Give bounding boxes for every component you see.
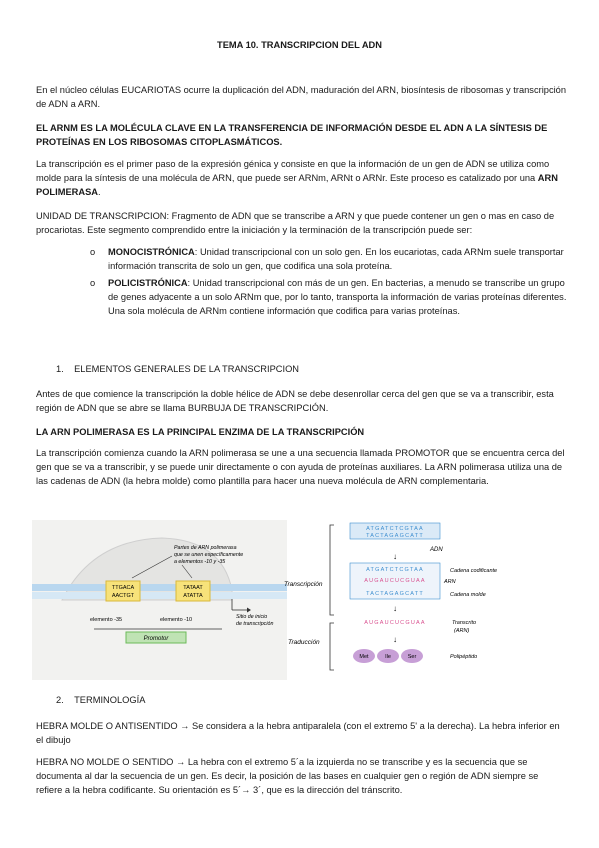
down-arrow: ↓ [393,635,397,644]
parts-label-3: a elementos -10 y -35 [174,559,226,565]
template-label: Cadena molde [450,592,486,598]
section-title: ELEMENTOS GENERALES DE LA TRANSCRIPCION [74,364,300,374]
transcript-sub: (ARN) [454,628,470,634]
term-template-strand: HEBRA MOLDE O ANTISENTIDO → Se considera a la hebra antiparalela (con el extremo 5' a la derecha). La hebra inferior en el dibujo [36,721,560,745]
dna-top-seq: ATGATCTCGTAA [366,526,424,532]
section-title: TERMINOLOGÍA [74,695,146,705]
adn-label: ADN [430,547,443,553]
box10-bottom-seq: ATATTA [183,593,203,599]
intro-paragraph: En el núcleo células EUCARIOTAS ocurre la duplicación del ADN, maduración del ARN, biosíntesis de ribosomas y transcripción de ADN a ARN. [36,85,566,109]
box10-top-seq: TATAAT [183,585,203,591]
aa-met-label: Met [359,654,369,660]
page-title: TEMA 10. TRANSCRIPCION DEL ADN [217,40,382,50]
bullet-marker: o [90,247,96,257]
dna-strand-bottom [32,592,287,599]
bubble-paragraph: Antes de que comience la transcripción la doble hélice de ADN se debe desenrollar cerca del gen que se va a transcribir, esta región de ADN que se abre se llama BURBUJA DE TRANSCRIPCIÓN. [36,389,554,413]
box35-bottom-seq: AACTGT [111,593,135,599]
template-seq: TACTAGAGCATT [366,591,424,597]
down-arrow: ↓ [393,604,397,613]
bullet-text: : Unidad transcripcional con más de un gen. En bacterias, a menudo se transcribe un grupo de genes adyacente a un solo ARNm que, por lo tanto, transporta la información de varias proteínas diferentes. Una sola molécula de ARNm contiene información que codifica para varias proteínas. [108,278,567,316]
parts-label-2: que se unen específicamente [174,552,244,558]
transcript-label: Transcrito [452,620,477,626]
translation-bracket [330,623,334,670]
bullet-monocistronic [90,245,568,273]
central-dogma-diagram [284,523,497,670]
bullet-marker: o [90,278,96,288]
promoter-paragraph: La transcripción comienza cuando la ARN polimerasa se une a una secuencia llamada PROMOTOR que se encuentra cerca del gen que se va a transcribir, y se puede unir directamente o con ayuda de proteínas auxiliares. La ARN polimerasa utiliza una de las cadenas de ADN (la hebra molde) como plantilla para hacer una nueva molécula de ARN complementaria. [36,448,565,486]
section-number: 2. [56,695,64,705]
start-site-label-2: de transcripción [236,621,274,627]
polypeptide-label: Polipéptido [450,654,478,660]
arn-label: ARN [444,579,456,585]
dna-strand-top [32,584,287,591]
bullet-term: MONOCISTRÓNICA [108,247,195,257]
transcription-unit-definition: UNIDAD DE TRANSCRIPCION: Fragmento de ADN que se transcribe a ARN y que puede contener un gen o mas en caso de procariotas. Este segmento comprendido entre la iniciación y la terminación de la transcripción puede ser: [36,211,555,235]
transcript-seq: AUGAUCUCGUAA [364,620,426,626]
transcription-def-text: La transcripción es el primer paso de la expresión génica y consiste en que la información de un gen de ADN se utiliza como molde para la síntesis de una molécula de ARN, que puede ser ARNm, ARNt o ARNr. Este proceso es catalizado por una [36,159,550,183]
dna-bottom-seq: TACTAGAGCATT [366,533,424,539]
parts-label-1: Partes de ARN polimerasa [174,545,237,551]
transcripcion-label: Transcripción [284,581,323,588]
bullet-term: POLICISTRÓNICA [108,278,188,288]
coding-label: Cadena codificante [450,568,498,574]
elem35-label: elemento -35 [90,617,123,623]
transcription-figure [32,520,572,680]
traduccion-label: Traducción [288,639,320,646]
term-coding-strand: HEBRA NO MOLDE O SENTIDO → La hebra con el extremo 5´a la izquierda no se transcribe y es la secuencia que se documenta al dar la secuencia de un gen. Es decir, la posición de las bases en cualquier gen o región de ADN siempre se refiere a la hebra codificante. Su orientación es 5´→ 3´, que es la dirección del tránscrito. [36,757,539,795]
rna-seq: AUGAUCUCGUAA [364,578,426,584]
start-site-label-1: Sitio de inicio [236,614,268,620]
box35-top-seq: TTGACA [111,585,135,591]
polymerase-statement: LA ARN POLIMERASA ES LA PRINCIPAL ENZIMA DE LA TRANSCRIPCIÓN [36,427,365,437]
elem10-label: elemento -10 [160,617,193,623]
bullet-polycistronic [90,276,568,318]
promoter-diagram [32,520,287,680]
transcription-def-end: . [97,187,101,197]
section2-heading [56,695,145,705]
promoter-label: Promotor [143,636,169,642]
transcription-definition [36,157,566,199]
transcription-bracket [330,525,334,615]
section-number: 1. [56,364,64,374]
bullet-text: : Unidad transcripcional con un solo gen. En los eucariotas, cada ARNm suele transportar información transcrita de solo un gen, que codifica una sola proteína. [108,247,564,271]
down-arrow: ↓ [393,552,397,561]
section1-heading [56,364,299,374]
polymerase-term: ARN POLIMERASA [36,173,558,197]
key-statement: EL ARNM ES LA MOLÉCULA CLAVE EN LA TRANSFERENCIA DE INFORMACIÓN DESDE EL ADN A LA SÍNTESIS DE PROTEÍNAS EN LOS RIBOSOMAS CITOPLASMÁTICOS. [36,123,548,147]
aa-ile-label: Ile [385,654,391,660]
aa-ser-label: Ser [407,654,417,660]
coding-seq: ATGATCTCGTAA [366,567,424,573]
